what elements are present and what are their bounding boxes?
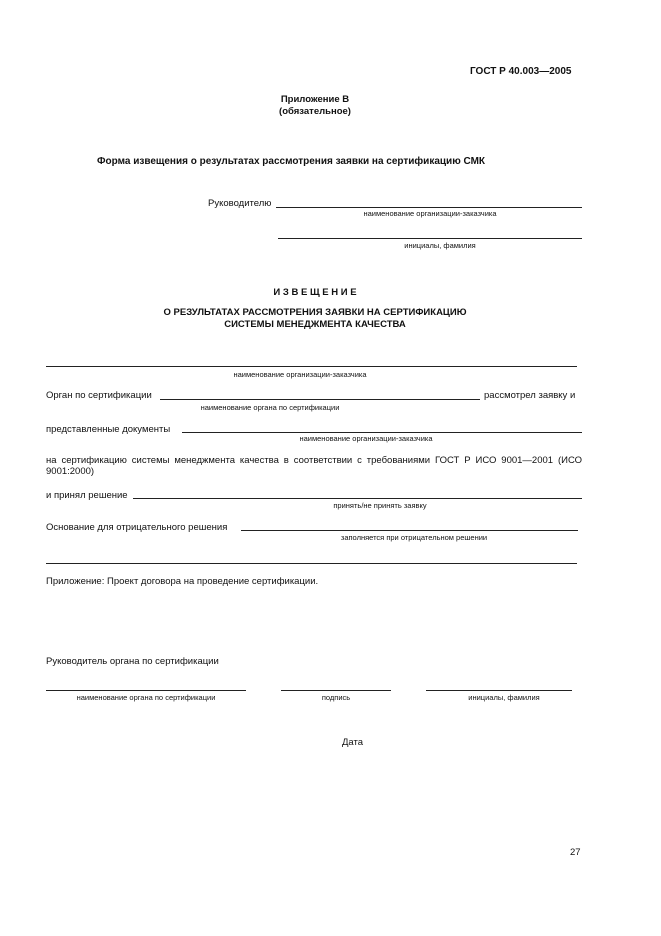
signature-sign-caption: подпись: [321, 693, 351, 702]
certification-text: на сертификацию системы менеджмента качества в соответствии с требованиями ГОСТ Р ИСО 9001—2001 (ИСО 9001:2000): [46, 455, 582, 477]
standard-number: ГОСТ Р 40.003—2005: [470, 66, 572, 77]
documents-line: [182, 432, 582, 433]
cert-body-line: [160, 399, 480, 400]
signature-name-line: [426, 690, 572, 691]
cert-body-label: Орган по сертификации: [46, 390, 152, 401]
signature-label: Руководитель органа по сертификации: [46, 656, 219, 667]
reason-label: Основание для отрицательного решения: [46, 522, 228, 533]
documents-label: представленные документы: [46, 424, 171, 435]
addressee-org-caption: наименование организации-заказчика: [363, 209, 497, 218]
decision-line: [133, 498, 582, 499]
customer-org-line: [46, 366, 577, 367]
signature-org-line: [46, 690, 246, 691]
form-title: Форма извещения о результатах рассмотрения заявки на сертификацию СМК: [97, 156, 486, 167]
reason-continuation-line: [46, 563, 577, 564]
notice-subheading-line2: СИСТЕМЫ МЕНЕДЖМЕНТА КАЧЕСТВА: [224, 319, 406, 330]
signature-org-caption: наименование органа по сертификации: [76, 693, 216, 702]
decision-label: и принял решение: [46, 490, 128, 501]
reason-line: [241, 530, 578, 531]
date-label: Дата: [342, 737, 364, 748]
appendix-subtitle: (обязательное): [279, 106, 351, 117]
notice-subheading-line1: О РЕЗУЛЬТАТАХ РАССМОТРЕНИЯ ЗАЯВКИ НА СЕРТИФИКАЦИЮ: [163, 307, 467, 318]
addressee-label: Руководителю: [208, 198, 272, 209]
appendix-title: Приложение В: [280, 94, 350, 105]
reviewed-text: рассмотрел заявку и: [484, 390, 576, 401]
addressee-org-line: [276, 207, 582, 208]
addressee-name-line: [278, 238, 582, 239]
addressee-name-caption: инициалы, фамилия: [404, 241, 476, 250]
reason-caption: заполняется при отрицательном решении: [340, 533, 488, 542]
decision-caption: принять/не принять заявку: [333, 501, 427, 510]
customer-org-caption: наименование организации-заказчика: [233, 370, 367, 379]
cert-body-caption: наименование органа по сертификации: [200, 403, 340, 412]
documents-caption: наименование организации-заказчика: [299, 434, 433, 443]
signature-sign-line: [281, 690, 391, 691]
signature-name-caption: инициалы, фамилия: [468, 693, 540, 702]
notice-heading: И З В Е Щ Е Н И Е: [273, 287, 357, 298]
attachment-text: Приложение: Проект договора на проведение сертификации.: [46, 576, 319, 587]
page-number: 27: [570, 847, 581, 858]
